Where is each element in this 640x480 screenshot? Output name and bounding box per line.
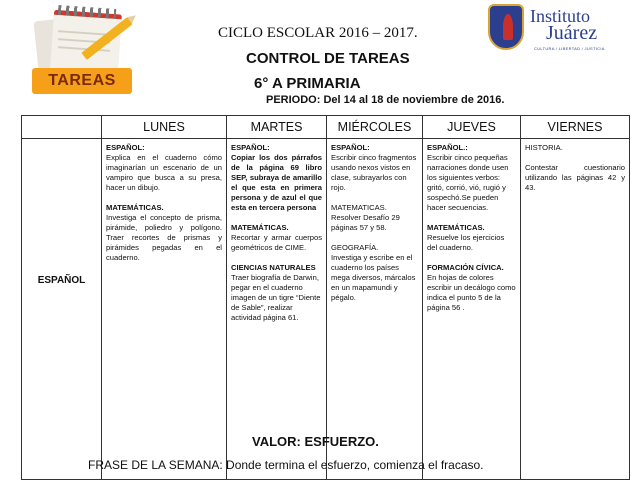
grade-heading: 6° A PRIMARIA bbox=[254, 75, 361, 92]
martes-text-3: Traer biografía de Darwin, pegar en el cuaderno imagen de un tigre “Diente de Sable”, realizar actividad página 61. bbox=[231, 273, 321, 322]
jueves-text-3: En hojas de colores escribir un decálogo como indica el punto 5 de la página 56 . bbox=[427, 273, 516, 312]
column-header-lunes: LUNES bbox=[102, 116, 227, 139]
table-row bbox=[22, 139, 630, 480]
table-header-row bbox=[22, 116, 630, 139]
miercoles-text-1: Escribir cinco fragmentos usando nexos vistos en clase, subrayarlos con rojo. bbox=[331, 153, 417, 192]
tareas-banner: TAREAS bbox=[32, 68, 132, 94]
column-header-jueves: JUEVES bbox=[423, 116, 521, 139]
school-name-line1: Instituto bbox=[530, 6, 591, 26]
column-header-empty bbox=[22, 116, 102, 139]
cell-jueves bbox=[423, 139, 521, 480]
jueves-text-1: Escribir cinco pequeñas narraciones donde usen los siguientes verbos: gritó, corrió, vió, rugió y sospechó.Se pueden hacer secuencias. bbox=[427, 153, 509, 212]
martes-heading-2: MATEMÁTICAS. bbox=[231, 223, 289, 232]
homework-table bbox=[21, 115, 630, 480]
page-title: CONTROL DE TAREAS bbox=[246, 50, 410, 67]
column-header-viernes: VIERNES bbox=[521, 116, 630, 139]
school-year-heading: CICLO ESCOLAR 2016 – 2017. bbox=[218, 25, 418, 41]
miercoles-text-3: Investiga y escribe en el cuaderno los países mega diversos, márcalos en un mapamundi y pégalo. bbox=[331, 253, 416, 302]
school-name-line2: Juárez bbox=[546, 22, 598, 44]
lunes-heading-1: ESPAÑOL: bbox=[106, 143, 145, 152]
lunes-heading-2: MATEMÁTICAS. bbox=[106, 203, 164, 212]
notebook-icon bbox=[50, 10, 122, 76]
martes-text-1: Copiar los dos párrafos de la página 69 libro SEP, subraya de amarillo el que esta en primera persona y de azul el que esta en tercera persona bbox=[231, 153, 322, 212]
cell-lunes bbox=[102, 139, 227, 480]
miercoles-heading-1: ESPAÑOL: bbox=[331, 143, 370, 152]
tareas-logo bbox=[22, 4, 142, 96]
cell-martes bbox=[227, 139, 327, 480]
lunes-text-2: Investiga el concepto de prisma, pirámide, poliedro y polígono. Traer recortes de prismas y pirámides pegadas en el cuaderno. bbox=[106, 213, 222, 262]
column-header-martes: MARTES bbox=[227, 116, 327, 139]
miercoles-heading-2: MATEMATICAS. bbox=[331, 203, 387, 212]
viernes-heading-1: HISTORIA. bbox=[525, 143, 563, 152]
martes-text-2: Recortar y armar cuerpos geométricos de CIME. bbox=[231, 233, 322, 252]
cell-miercoles bbox=[327, 139, 423, 480]
miercoles-heading-3: GEOGRAFÍA. bbox=[331, 243, 379, 252]
school-tagline: CULTURA / LIBERTAD / JUSTICIA bbox=[534, 46, 605, 51]
column-header-miercoles: MIÉRCOLES bbox=[327, 116, 423, 139]
jueves-heading-3: FORMACIÓN CÍVICA. bbox=[427, 263, 504, 272]
jueves-heading-1: ESPAÑOL.: bbox=[427, 143, 468, 152]
school-logo bbox=[486, 2, 636, 54]
cell-viernes bbox=[521, 139, 630, 480]
torch-icon bbox=[503, 14, 513, 40]
weekly-value: VALOR: ESFUERZO. bbox=[252, 434, 379, 449]
martes-heading-3: CIENCIAS NATURALES bbox=[231, 263, 316, 272]
martes-heading-1: ESPAÑOL: bbox=[231, 143, 270, 152]
miercoles-text-2: Resolver Desafío 29 páginas 57 y 58. bbox=[331, 213, 400, 232]
viernes-text-1: Contestar cuestionario utilizando las páginas 42 y 43. bbox=[525, 163, 625, 192]
jueves-heading-2: MATEMÁTICAS. bbox=[427, 223, 485, 232]
period-heading: PERIODO: Del 14 al 18 de noviembre de 2016. bbox=[266, 94, 505, 106]
weekly-phrase: FRASE DE LA SEMANA: Donde termina el esfuerzo, comienza el fracaso. bbox=[88, 458, 484, 472]
jueves-text-2: Resuelve los ejercicios del cuaderno. bbox=[427, 233, 505, 252]
subject-cell: ESPAÑOL bbox=[22, 139, 102, 480]
shield-icon bbox=[488, 4, 524, 50]
lunes-text-1: Explica en el cuaderno cómo imaginarían un escenario de un vampiro que busca a su presa, hacer un dibujo. bbox=[106, 153, 222, 192]
